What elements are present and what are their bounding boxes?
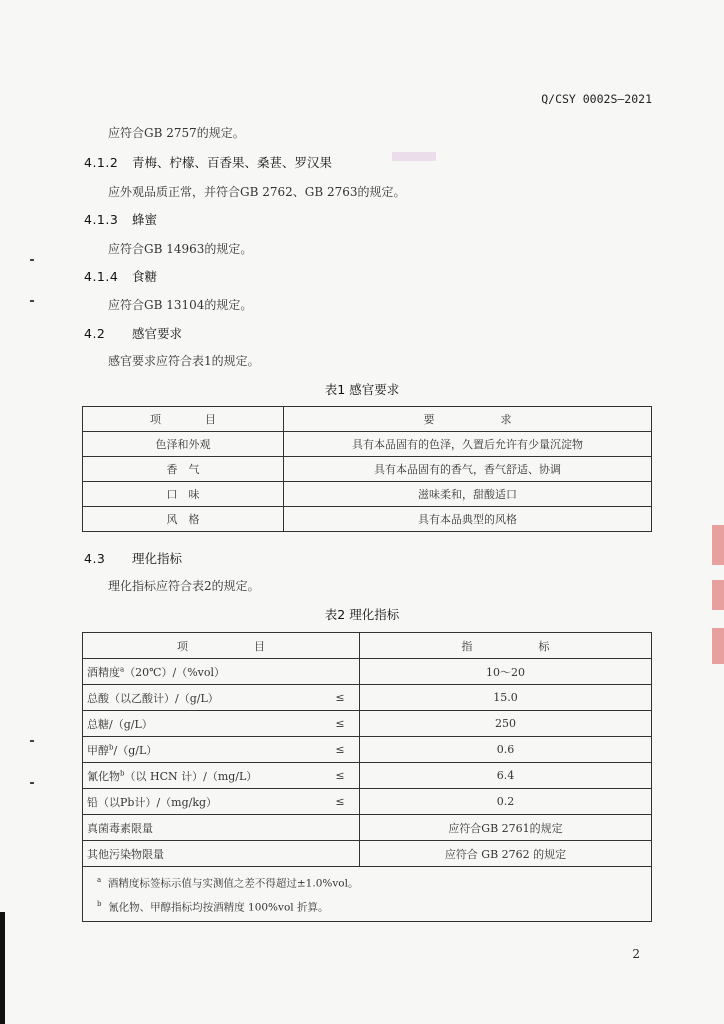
table-cell: 口 味: [83, 482, 284, 507]
table-note: $^a$ 酒精度标签标示值与实测值之差不得超过±1.0%vol。: [97, 875, 359, 889]
section-title: 食糖: [131, 269, 157, 284]
comparison-operator: ≤: [321, 737, 360, 763]
scan-speck: [30, 782, 34, 784]
section-title: 感官要求: [131, 326, 182, 341]
document-code: Q/CSY 0002S—2021: [541, 92, 652, 106]
table-header-cell: 项 目: [83, 633, 360, 659]
section-title: 理化指标: [131, 551, 182, 566]
physicochemical-index-table: [82, 632, 652, 922]
body-text: 理化指标应符合表2的规定。: [108, 579, 260, 593]
table-row: [83, 789, 652, 815]
indicator-name: 真菌毒素限量: [83, 815, 322, 841]
scan-speck: [30, 740, 34, 742]
stamp-smudge: [392, 152, 436, 161]
table-cell: 风 格: [83, 507, 284, 532]
table-row: [83, 763, 652, 789]
indicator-name: 总糖/（g/L）: [83, 711, 322, 737]
body-text: 应外观品质正常，并符合GB 2762、GB 2763的规定。: [108, 185, 406, 199]
indicator-value: 应符合 GB 2762 的规定: [360, 841, 652, 867]
body-text: 感官要求应符合表1的规定。: [108, 354, 260, 368]
table-row: [83, 482, 652, 507]
table-row: [83, 457, 652, 482]
section-heading: [84, 210, 157, 228]
table1-caption: 表1 感官要求: [324, 382, 400, 397]
table-row: [83, 507, 652, 532]
table-row: [83, 737, 652, 763]
table-row: [83, 841, 652, 867]
comparison-operator: ≤: [321, 789, 360, 815]
scan-edge-bar: [0, 912, 5, 1024]
table-cell: 色泽和外观: [83, 432, 284, 457]
table-notes: [83, 867, 652, 922]
indicator-name: 铅（以Pb计）/（mg/kg）: [83, 789, 322, 815]
table-row: [83, 432, 652, 457]
table2-caption: 表2 理化指标: [324, 607, 400, 622]
section-title: 青梅、柠檬、百香果、桑葚、罗汉果: [131, 155, 332, 170]
body-text: 应符合GB 2757的规定。: [108, 126, 245, 140]
section-number: 4.1.4: [84, 269, 119, 284]
indicator-name: 甲醇$^b$/（g/L）: [83, 737, 322, 763]
section-number: 4.3: [84, 551, 106, 566]
table-header-row: [83, 407, 652, 432]
indicator-name: 氰化物$^b$（以 HCN 计）/（mg/L）: [83, 763, 322, 789]
indicator-value: 应符合GB 2761的规定: [360, 815, 652, 841]
comparison-operator: ≤: [321, 711, 360, 737]
indicator-name: 其他污染物限量: [83, 841, 322, 867]
indicator-value: 0.6: [360, 737, 652, 763]
page-number: 2: [632, 947, 640, 961]
table-note: $^b$ 氰化物、甲醇指标均按酒精度 100%vol 折算。: [97, 900, 329, 914]
section-number: 4.2: [84, 326, 106, 341]
scan-speck: [30, 300, 34, 302]
table-header-row: [83, 633, 652, 659]
table-row: [83, 685, 652, 711]
indicator-value: 0.2: [360, 789, 652, 815]
table-header-cell: 要 求: [284, 407, 652, 432]
table-row: [83, 711, 652, 737]
section-heading: [84, 153, 332, 171]
indicator-name: 酒精度$^a$（20℃）/（%vol）: [83, 659, 322, 685]
table-header-cell: 项 目: [83, 407, 284, 432]
indicator-value: 10～20: [360, 659, 652, 685]
table-row: [83, 659, 652, 685]
sensory-requirements-table: [82, 406, 652, 532]
table-cell: 香 气: [83, 457, 284, 482]
section-number: 4.1.2: [84, 155, 119, 170]
comparison-operator: [321, 659, 360, 685]
scan-speck: [30, 259, 34, 261]
table-cell: 滋味柔和，甜酸适口: [284, 482, 652, 507]
comparison-operator: [321, 815, 360, 841]
comparison-operator: ≤: [321, 763, 360, 789]
comparison-operator: [321, 841, 360, 867]
table-cell: 具有本品固有的香气，香气舒适、协调: [284, 457, 652, 482]
indicator-value: 15.0: [360, 685, 652, 711]
table-header-cell: 指 标: [360, 633, 652, 659]
table-row: [83, 815, 652, 841]
seal-edge-mark: [712, 525, 724, 565]
section-heading: [84, 324, 182, 342]
comparison-operator: ≤: [321, 685, 360, 711]
indicator-name: 总酸（以乙酸计）/（g/L）: [83, 685, 322, 711]
body-text: 应符合GB 13104的规定。: [108, 298, 253, 312]
table-cell: 具有本品固有的色泽，久置后允许有少量沉淀物: [284, 432, 652, 457]
section-heading: [84, 267, 157, 285]
body-text: 应符合GB 14963的规定。: [108, 242, 253, 256]
indicator-value: 250: [360, 711, 652, 737]
table-notes-row: [83, 867, 652, 922]
indicator-value: 6.4: [360, 763, 652, 789]
table-cell: 具有本品典型的风格: [284, 507, 652, 532]
section-title: 蜂蜜: [131, 212, 157, 227]
section-number: 4.1.3: [84, 212, 119, 227]
seal-edge-mark: [712, 628, 724, 664]
section-heading: [84, 549, 182, 567]
